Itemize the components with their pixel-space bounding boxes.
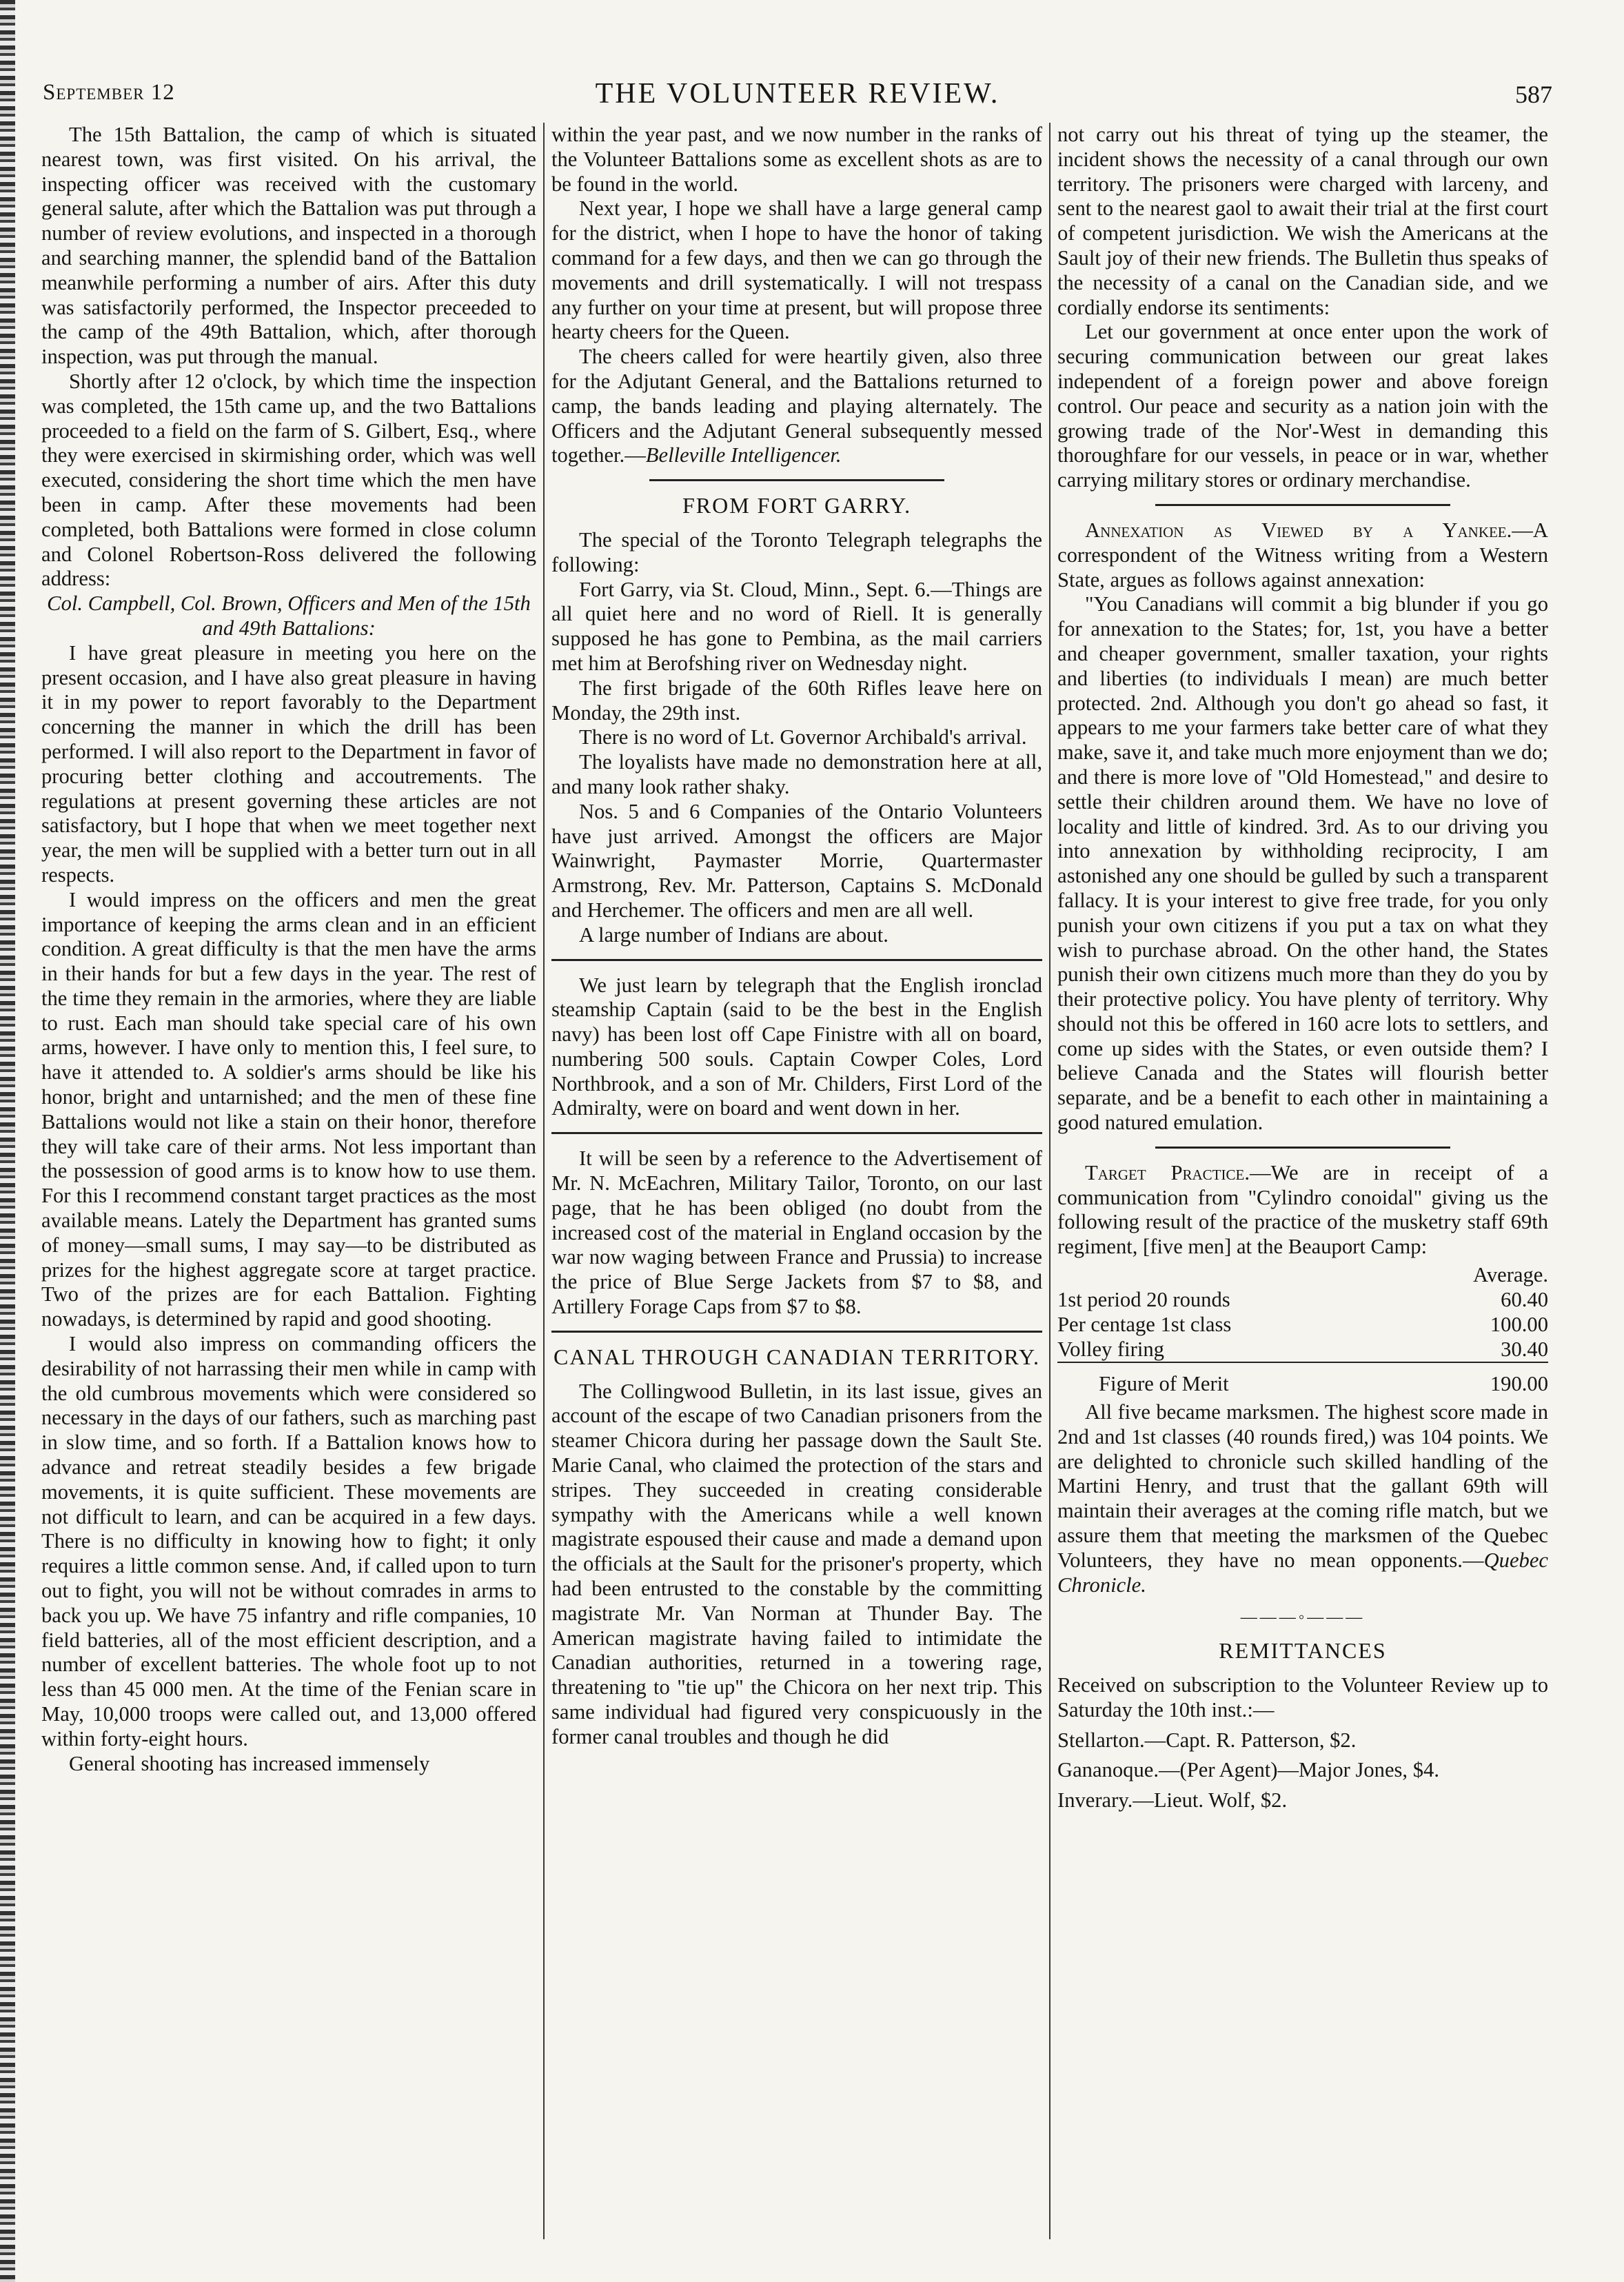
ornament-divider: ———◦———: [1240, 1608, 1366, 1627]
total-label: Figure of Merit: [1057, 1362, 1459, 1396]
item-lead: Annexation as Viewed by a Yankee.: [1085, 518, 1512, 542]
section-title-fort-garry: FROM FORT GARRY.: [682, 493, 912, 518]
header-date: September 12: [43, 80, 175, 105]
paragraph: The loyalists have made no demonstration here at all, and many look rather shaky.: [551, 750, 1042, 798]
row-label: Per centage 1st class: [1057, 1313, 1232, 1337]
paragraph: not carry out his threat of tying up the steamer, the incident shows the necessity of a canal through our own territory. The prisoners were charged with larceny, and sent to the nearest gaol to await their trial at the first court of competent jurisdiction. We wish the Americans at the Sault joy of their new friends. The Bulletin thus speaks of the necessity of a canal on the Canadian side, and we cordially endorse its sentiments:: [1057, 123, 1548, 319]
paragraph: A large number of Indians are about.: [579, 922, 889, 947]
paragraph: Fort Garry, via St. Cloud, Minn., Sept. 6.—Things are all quiet here and no word of Riell. It is generally supposed he has gone to Pembina, as the mail carriers met him at Berofshing river on Wednesday night.: [551, 577, 1042, 675]
page-header: [43, 77, 1552, 114]
section-title-remittances: REMITTANCES: [1219, 1638, 1387, 1664]
paragraph: There is no word of Lt. Governor Archibald's arrival.: [579, 725, 1027, 749]
paragraph: General shooting has increased immensely: [69, 1751, 430, 1775]
paragraph: within the year past, and we now number in the ranks of the Volunteer Battalions some as excellent shots as are to be found in the world.: [551, 123, 1042, 196]
column-3: [1057, 123, 1548, 1813]
paragraph: "You Canadians will commit a big blunder if you go for annexation to the States; for, 1st, you have a better and cheaper government, smaller taxation, your rights and liberties (to individuals I mean) are much better protected. 2nd. Although you don't go ahead so fast, it appears to me your farmers take better care of what they make, save it, and take much more enjoyment than we do; and there is more love of "Old Homestead," and desire to settle their children around them. We have no love of locality and little of kindred. 3rd. As to our driving you into annexation by withholding reciprocity, I am astonished any one should be gulled by such a transparent fallacy. It is your interest to give free trade, for you only punish your own citizens if you put a tax on what they wish to purchase abroad. On the other hand, the States punish their own citizens much more than they do you by their protective policy. You have plenty of territory. Why should not this be offered in 160 acre lots to settlers, and come up sides with the States, or even outside them? I believe Canada and the States will flourish better separate, and be a benefit to each other in maintaining a good natured emulation.: [1057, 592, 1548, 1135]
paragraph: It will be seen by a reference to the Advertisement of Mr. N. McEachren, Military Tailor, Toronto, on our last page, that he has been obliged (no doubt from the increased cost of the material in England occasion by the war now waging between France and Prussia) to increase the price of Blue Serge Jackets from $7 to $8, and Artillery Forage Caps from $7 to $8.: [551, 1147, 1042, 1319]
total-value: 190.00: [1459, 1362, 1548, 1396]
source-credit: Quebec Chronicle.: [1057, 1548, 1548, 1597]
column-1: [41, 123, 536, 1776]
column-2: [551, 123, 1042, 1750]
paragraph: The 15th Battalion, the camp of which is situated nearest town, was first visited. On his arrival, the inspecting officer was received with the customary general salute, after which the Battalion was put through a number of review evolutions, and inspected in a thorough and searching manner, the splendid band of the Battalion meanwhile performing a number of airs. After this duty was satisfactorily performed, the Inspector preceeded to the camp of the 49th Battalion, which, after thorough inspection, was put through the manual.: [41, 123, 536, 369]
column-header: Average.: [1473, 1263, 1548, 1287]
paragraph: Next year, I hope we shall have a large general camp for the district, when I hope to have the honor of taking command for a few days, and then we can go through the movements and drill systematically. I will not trespass any further on your time at present, but will propose three hearty cheers for the Queen.: [551, 196, 1042, 344]
source-credit: Belleville Intelligencer.: [645, 443, 842, 467]
divider: [1155, 504, 1450, 506]
divider: [551, 1132, 1042, 1134]
paragraph-text: —We are in receipt of a communication from "Cylindro conoidal" giving us the following result of the practice of the musketry staff 69th regiment, [five men] at the Beauport Camp:: [1057, 1160, 1548, 1259]
paragraph: [1057, 518, 1548, 592]
section-title-canal: CANAL THROUGH CANADIAN TERRITORY.: [553, 1344, 1041, 1369]
row-value: 30.40: [1501, 1337, 1548, 1362]
paragraph: The Collingwood Bulletin, in its last issue, gives an account of the escape of two Canadian prisoners from the steamer Chicora during her passage down the Sault Ste. Marie Canal, who claimed the protection of the stars and stripes. They succeeded in creating considerable sympathy with the Americans while a well known magistrate espoused their cause and made a demand upon the officials at the Sault for the prisoner's property, which had been entrusted to the constable by the committing magistrate Mr. Van Norman at Thunder Bay. The American magistrate having failed to intimidate the Canadian authorities, returned in a towering rage, threatening to "tie up" the Chicora on her next trip. This same individual had figured very conspicuously in the former canal troubles and though he did: [551, 1379, 1042, 1748]
score-table: [1057, 1262, 1548, 1396]
row-label: 1st period 20 rounds: [1057, 1288, 1230, 1312]
remittance-entry: Inverary.—Lieut. Wolf, $2.: [1057, 1788, 1288, 1813]
divider: [551, 959, 1042, 961]
column-rule: [543, 123, 545, 2239]
paragraph-text: —A correspondent of the Witness writing from a Western State, argues as follows against annexation:: [1057, 518, 1548, 592]
table-header-row: [1057, 1262, 1548, 1287]
row-value: 60.40: [1501, 1288, 1548, 1312]
row-value: 100.00: [1490, 1313, 1548, 1337]
table-row: [1057, 1337, 1548, 1362]
paragraph: I would impress on the officers and men the great importance of keeping the arms clean and in an efficient condition. A great difficulty is that the men have the arms in their hands for but a few days in the year. The rest of the time they remain in the armories, where they are liable to rust. Each man should take special care of his own arms, however. I have only to mention this, I feel sure, to have it attended to. A soldier's arms should be like his honor, bright and untarnished; and the men of these fine Battalions would not like a stain on their honor, therefore they will take care of their arms. Not less important than the possession of good arms is to know how to use them. For this I recommend constant target practices as the most available means. Lately the Department has granted sums of money—small sums, I may say—to be distributed as prizes for the highest aggregate score at target practice. Two of the prizes are for each Battalion. Fighting nowadays, is determined by rapid and good shooting.: [41, 887, 536, 1331]
paragraph: I would also impress on commanding officers the desirability of not harrassing their men while in camp with the old cumbrous movements which were considered so necessary in the days of our fathers, such as marching past in slow time, and so forth. If a Battalion knows how to advance and retreat steadily besides a few brigade movements, it is quite sufficient. These movements are not difficult to learn, and can be acquired in a few days. There is no difficulty in knowing how to fight; it only requires a little common sense. And, if called upon to turn out to fight, you will not be without comrades in arms to back you up. We have 75 infantry and rifle companies, 10 field batteries, all of the most efficient description, and a number of excellent batteries. The whole foot up to not less than 45 000 men. At the time of the Fenian scare in May, 10,000 troops were called out, and 13,000 offered within forty-eight hours.: [41, 1332, 536, 1750]
masthead-title: THE VOLUNTEER REVIEW.: [595, 78, 1000, 110]
paragraph: [1057, 1161, 1548, 1260]
page-number: 587: [1515, 81, 1552, 108]
table-row: [1057, 1312, 1548, 1337]
paragraph-text: All five became marksmen. The highest score made in 2nd and 1st classes (40 rounds fired,) was 104 points. We are delighted to chronicle such skilled handling of the Martini Henry, and trust that the gallant 69th will maintain their averages at the coming rifle match, but we assure them that meeting the marksmen of the Quebec Volunteers, they have no mean opponents.—: [1057, 1400, 1548, 1572]
divider: [1155, 1147, 1450, 1149]
address-salutation: Col. Campbell, Col. Brown, Officers and Men of the 15th and 49th Battalions:: [47, 592, 531, 640]
table-row: [1057, 1287, 1548, 1312]
divider: [649, 479, 944, 481]
paragraph: [551, 345, 1042, 468]
divider: [551, 1331, 1042, 1333]
column-rule: [1049, 123, 1050, 2239]
paragraph: The first brigade of the 60th Rifles leave here on Monday, the 29th inst.: [551, 676, 1042, 725]
row-label: Volley firing: [1057, 1337, 1164, 1362]
remittance-intro: Received on subscription to the Volunteer Review up to Saturday the 10th inst.:—: [1057, 1673, 1548, 1721]
table-total-row: [1057, 1362, 1548, 1396]
item-lead: Target Practice.: [1085, 1160, 1250, 1184]
binding-edge: [0, 0, 15, 2282]
remittance-entry: Stellarton.—Capt. R. Patterson, $2.: [1057, 1728, 1357, 1752]
paragraph: We just learn by telegraph that the English ironclad steamship Captain (said to be the best in the English navy) has been lost off Cape Finistre with all on board, numbering 500 souls. Captain Cowper Coles, Lord Northbrook, and a son of Mr. Childers, First Lord of the Admiralty, were on board and went down in her.: [551, 973, 1042, 1120]
remittance-entry: Gananoque.—(Per Agent)—Major Jones, $4.: [1057, 1758, 1439, 1782]
paragraph: I have great pleasure in meeting you here on the present occasion, and I have also great pleasure in having it in my power to report favorably to the Department concerning the manner in which the drill has been performed. I will also report to the Department in favor of procuring better clothing and accoutrements. The regulations at present governing these articles are not satisfactory, but I hope that when we meet together next year, the men will be supplied with a better turn out in all respects.: [41, 640, 536, 887]
paragraph-text: The cheers called for were heartily given, also three for the Adjutant General, and the Battalions returned to camp, the bands leading and playing alternately. The Officers and the Adjutant General subsequently messed together.—: [551, 345, 1042, 467]
paragraph: Let our government at once enter upon the work of securing communication between our great lakes independent of a foreign power and above foreign control. Our peace and security as a nation join with the growing trade of the Nor'-West in demanding this thoroughfare for our vessels, in peace or in war, whether carrying military stores or ordinary merchandise.: [1057, 320, 1548, 492]
paragraph: Nos. 5 and 6 Companies of the Ontario Volunteers have just arrived. Amongst the officers are Major Wainwright, Paymaster Morrie, Quartermaster Armstrong, Rev. Mr. Patterson, Captains S. McDonald and Herchemer. The officers and men are all well.: [551, 799, 1042, 922]
paragraph: The special of the Toronto Telegraph telegraphs the following:: [551, 527, 1042, 576]
paragraph: [1057, 1400, 1548, 1597]
paragraph: Shortly after 12 o'clock, by which time the inspection was completed, the 15th came up, and the two Battalions proceeded to a field on the farm of S. Gilbert, Esq., where they were exercised in skirmishing order, which was well executed, considering the short time which the men have been in camp. After these movements had been completed, both Battalions were formed in close column and Colonel Robertson-Ross delivered the following address:: [41, 369, 536, 591]
